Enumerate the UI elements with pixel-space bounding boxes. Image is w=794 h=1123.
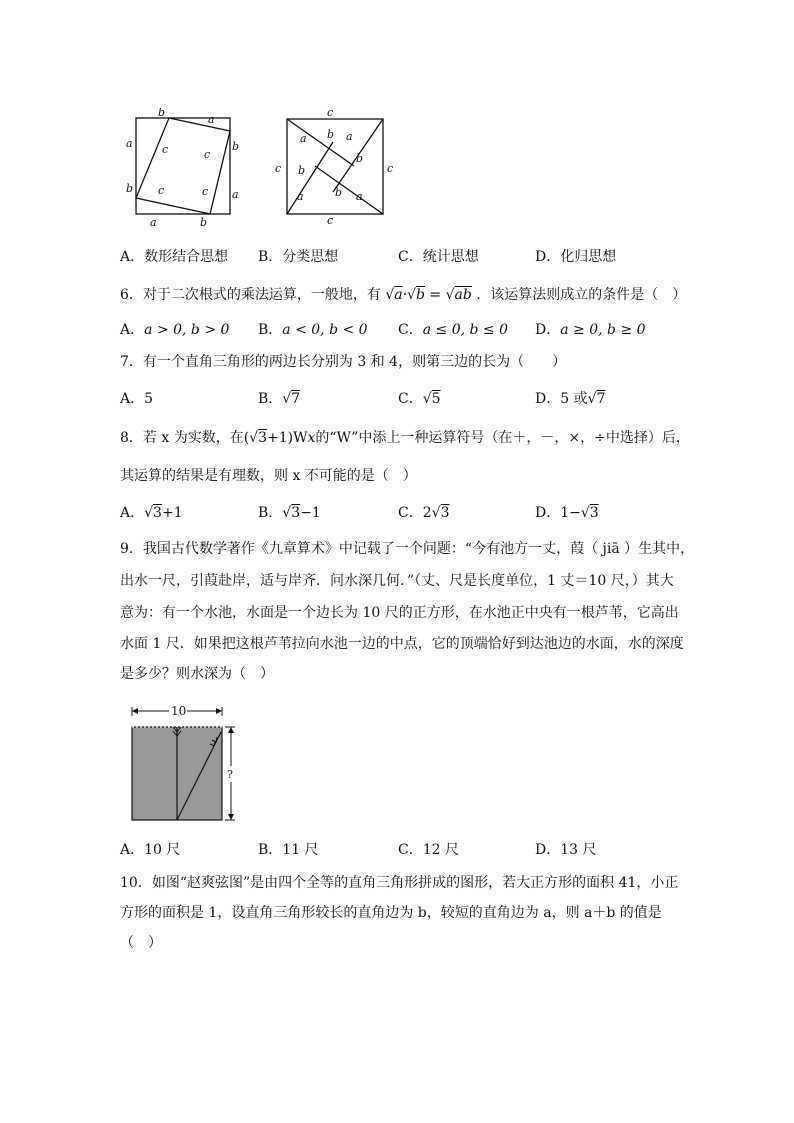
q7-option-a: A．5 [120,391,154,407]
q9-option-d: D．13 尺 [535,842,597,858]
q6-option-c: C．a ≤ 0, b ≤ 0 [398,322,509,338]
label-right-a: a [232,188,239,201]
pond-depth-label: ? [227,768,233,781]
q9-option-a: A．10 尺 [120,842,181,858]
q8-expression: (√3+1)Wx [243,430,316,446]
label-bottom-b: b [200,216,208,228]
pond-width-label: 10 [171,704,187,718]
label-right-c: c [387,162,394,175]
label-bottom-c: c [327,214,334,226]
q9-line-2: 出水一尺，引葭赴岸，适与岸齐．问水深几何．”（丈、尺是长度单位，1 丈＝10 尺，）其大 [120,573,674,589]
label-top-c: c [327,106,334,119]
q5-option-c: C．统计思想 [398,249,479,265]
q8-question-line1: 8．若 x 为实数，在(√3+1)Wx的“W”中添上一种运算符号（在＋，－，×，÷中选择）后， [120,430,690,446]
q9-line-1: 9．我国古代数学著作《九章算术》中记载了一个问题：“今有池方一丈，葭（ jiā ）生其中， [120,541,695,557]
label-left-b: b [126,182,134,195]
q6-option-d: D．a ≥ 0, b ≥ 0 [535,322,646,338]
label-b-1: b [327,128,335,141]
label-c-4: c [202,185,209,198]
label-c-2: c [204,148,211,161]
q9-line-4: 水面 1 尺．如果把这根芦苇拉向水池一边的中点，它的顶端恰好到达池边的水面，水的深度 [120,636,684,652]
label-a-3: a [297,190,304,203]
q7-option-c: C．√5 [398,391,441,407]
label-c-1: c [162,143,169,156]
label-bottom-a: a [150,216,157,228]
label-top-a: a [208,113,215,126]
q7-question: 7．有一个直角三角形的两边长分别为 3 和 4，则第三边的长为（ ） [120,354,567,370]
label-b-2: b [356,152,364,165]
q8-question-line2: 其运算的结果是有理数，则 x 不可能的是（ ） [120,468,417,484]
q9-option-b: B．11 尺 [258,842,319,858]
q7-option-b: B．√7 [258,391,301,407]
label-a-2: a [346,130,353,143]
q8-option-c: C．2√3 [398,505,450,521]
q6-option-b: B．a < 0, b < 0 [258,322,368,338]
q8-option-a: A．√3+1 [120,505,183,521]
q9-option-c: C．12 尺 [398,842,459,858]
q5-option-b: B．分类思想 [258,249,339,265]
q8-option-d: D．1−√3 [535,505,599,521]
label-a-1: a [300,132,307,145]
pythagoras-figure-left [120,108,245,228]
q5-option-a: A．数形结合思想 [120,249,229,265]
q10-line-2: 方形的面积是 1，设直角三角形较长的直角边为 b，较短的直角边为 a，则 a＋b 的值是 [120,905,662,921]
q9-line-5: 是多少？则水深为（ ） [120,666,274,682]
q10-line-1: 10．如图“赵爽弦图”是由四个全等的直角三角形拼成的图形，若大正方形的面积 41，小正 [120,875,679,891]
q6-question [120,285,686,305]
q8-option-b: B．√3−1 [258,505,321,521]
label-right-b: b [232,140,240,153]
q5-option-d: D．化归思想 [535,249,617,265]
label-left-a: a [126,137,133,150]
pond-reed-figure [125,702,250,827]
pythagoras-figure-right [270,106,395,226]
label-top-b: b [158,108,166,119]
label-b-3: b [298,164,306,177]
label-left-c: c [275,162,282,175]
q10-line-3: （ ） [120,935,162,951]
q6-text-before: 6．对于二次根式的乘法运算，一般地，有 [120,287,381,303]
label-a-4: a [356,190,363,203]
q7-option-d: D．5 或√7 [535,391,606,407]
label-b-4: b [335,186,343,199]
q6-formula: √a·√b = √ab [385,287,472,303]
label-c-3: c [158,184,165,197]
q9-line-3: 意为：有一个水池，水面是一个边长为 10 尺的正方形，在水池正中央有一根芦苇，它高出 [120,605,679,621]
q6-option-a: A．a > 0, b > 0 [120,322,230,338]
q6-text-after: ．该运算法则成立的条件是（ ） [476,287,687,303]
